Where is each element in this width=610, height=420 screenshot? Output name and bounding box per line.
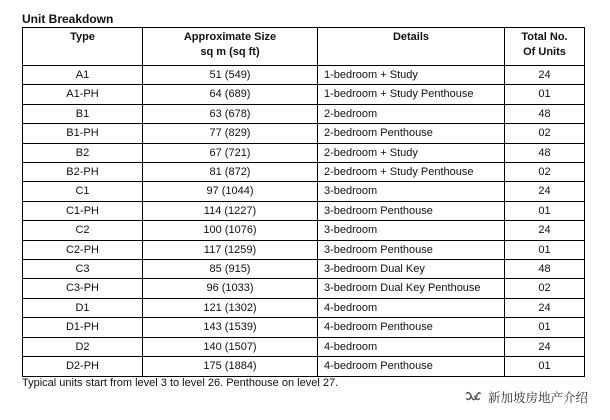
cell-total: 01 — [505, 357, 585, 376]
cell-type: B1 — [23, 104, 143, 123]
table-title: Unit Breakdown — [22, 12, 114, 26]
cell-size: 97 (1044) — [143, 182, 318, 201]
table-row — [23, 221, 585, 240]
cell-type: A1 — [23, 66, 143, 85]
table-row — [23, 143, 585, 162]
cell-total: 24 — [505, 221, 585, 240]
header-details: Details — [318, 28, 505, 66]
cell-total: 48 — [505, 260, 585, 279]
cell-total: 02 — [505, 163, 585, 182]
cell-details: 2-bedroom — [318, 104, 505, 123]
cell-size: 77 (829) — [143, 124, 318, 143]
header-type: Type — [23, 28, 143, 66]
cell-type: C1-PH — [23, 201, 143, 220]
cell-size: 51 (549) — [143, 66, 318, 85]
cell-details: 3-bedroom Penthouse — [318, 201, 505, 220]
cell-details: 3-bedroom Dual Key — [318, 260, 505, 279]
cell-size: 121 (1302) — [143, 298, 318, 317]
cell-size: 81 (872) — [143, 163, 318, 182]
cell-details: 2-bedroom Penthouse — [318, 124, 505, 143]
cell-total: 48 — [505, 104, 585, 123]
cell-type: B2 — [23, 143, 143, 162]
cell-details: 3-bedroom Dual Key Penthouse — [318, 279, 505, 298]
cell-details: 4-bedroom Penthouse — [318, 357, 505, 376]
cell-details: 1-bedroom + Study Penthouse — [318, 85, 505, 104]
cell-details: 4-bedroom — [318, 337, 505, 356]
table-row — [23, 163, 585, 182]
table-row — [23, 357, 585, 376]
cell-details: 3-bedroom Penthouse — [318, 240, 505, 259]
table-row — [23, 85, 585, 104]
table-row — [23, 298, 585, 317]
cell-type: D2 — [23, 337, 143, 356]
cell-type: B2-PH — [23, 163, 143, 182]
table-row — [23, 240, 585, 259]
cell-size: 100 (1076) — [143, 221, 318, 240]
cell-total: 24 — [505, 66, 585, 85]
cell-details: 1-bedroom + Study — [318, 66, 505, 85]
cell-details: 4-bedroom — [318, 298, 505, 317]
table-row — [23, 337, 585, 356]
cell-size: 64 (689) — [143, 85, 318, 104]
cell-total: 02 — [505, 279, 585, 298]
unit-breakdown-table — [22, 27, 585, 377]
table-row — [23, 318, 585, 337]
header-row — [23, 28, 585, 66]
cell-total: 48 — [505, 143, 585, 162]
cell-details: 4-bedroom Penthouse — [318, 318, 505, 337]
table-row — [23, 124, 585, 143]
watermark-text: 新加坡房地产介绍 — [487, 391, 588, 405]
watermark — [464, 388, 588, 406]
cell-size: 96 (1033) — [143, 279, 318, 298]
cell-total: 24 — [505, 182, 585, 201]
table-row — [23, 260, 585, 279]
cell-type: C3 — [23, 260, 143, 279]
cell-total: 24 — [505, 337, 585, 356]
cell-details: 2-bedroom + Study Penthouse — [318, 163, 505, 182]
cell-size: 175 (1884) — [143, 357, 318, 376]
cell-total: 01 — [505, 85, 585, 104]
header-size: Approximate Size sq m (sq ft) — [143, 28, 318, 66]
cell-total: 24 — [505, 298, 585, 317]
header-total: Total No. Of Units — [505, 28, 585, 66]
table-row — [23, 279, 585, 298]
table-row — [23, 66, 585, 85]
cell-type: C1 — [23, 182, 143, 201]
cell-type: D1 — [23, 298, 143, 317]
cell-type: C3-PH — [23, 279, 143, 298]
cell-type: C2 — [23, 221, 143, 240]
cell-size: 114 (1227) — [143, 201, 318, 220]
table-row — [23, 182, 585, 201]
cell-details: 3-bedroom — [318, 182, 505, 201]
cell-total: 01 — [505, 240, 585, 259]
cell-type: D1-PH — [23, 318, 143, 337]
cell-size: 63 (678) — [143, 104, 318, 123]
cell-size: 117 (1259) — [143, 240, 318, 259]
table-row — [23, 201, 585, 220]
cell-total: 02 — [505, 124, 585, 143]
cell-size: 85 (915) — [143, 260, 318, 279]
table-row — [23, 104, 585, 123]
cell-size: 143 (1539) — [143, 318, 318, 337]
cell-details: 2-bedroom + Study — [318, 143, 505, 162]
cell-type: D2-PH — [23, 357, 143, 376]
cell-type: B1-PH — [23, 124, 143, 143]
cell-type: A1-PH — [23, 85, 143, 104]
cell-type: C2-PH — [23, 240, 143, 259]
cell-size: 140 (1507) — [143, 337, 318, 356]
footnote: Typical units start from level 3 to level 26. Penthouse on level 27. — [22, 377, 339, 389]
cell-total: 01 — [505, 201, 585, 220]
cell-total: 01 — [505, 318, 585, 337]
cell-size: 67 (721) — [143, 143, 318, 162]
cell-details: 3-bedroom — [318, 221, 505, 240]
wechat-channel-icon — [464, 388, 482, 406]
